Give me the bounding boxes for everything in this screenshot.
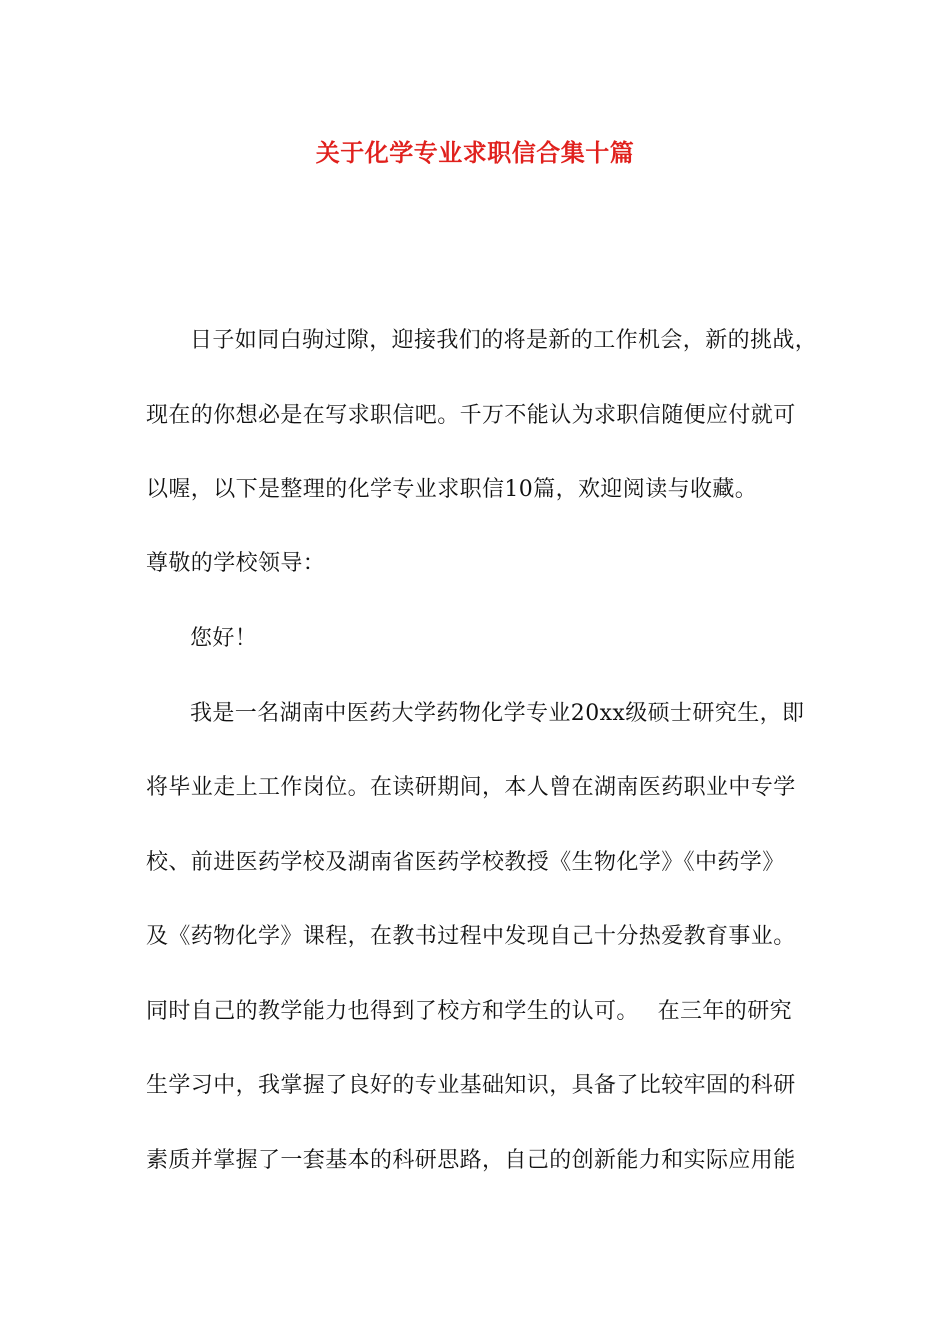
paragraph-line: 将毕业走上工作岗位。在读研期间，本人曾在湖南医药职业中专学: [146, 775, 796, 800]
paragraph-line: 日子如同白驹过隙，迎接我们的将是新的工作机会，新的挑战，: [190, 328, 818, 353]
paragraph-line: 以喔，以下是整理的化学专业求职信10篇，欢迎阅读与收藏。: [146, 477, 758, 502]
paragraph-line: 校、前进医药学校及湖南省医药学校教授《生物化学》《中药学》: [146, 850, 785, 875]
salutation-line: 尊敬的学校领导：: [146, 551, 326, 576]
paragraph-line: 素质并掌握了一套基本的科研思路，自己的创新能力和实际应用能: [146, 1148, 796, 1173]
paragraph-line: 现在的你想必是在写求职信吧。千万不能认为求职信随便应付就可: [146, 403, 796, 428]
paragraph-line: 生学习中，我掌握了良好的专业基础知识，具备了比较牢固的科研: [146, 1073, 796, 1098]
greeting-line: 您好！: [190, 626, 258, 651]
paragraph-line: 同时自己的教学能力也得到了校方和学生的认可。 在三年的研究: [146, 999, 792, 1024]
paragraph-line: 及《药物化学》课程，在教书过程中发现自己十分热爱教育事业。: [146, 924, 796, 949]
paragraph-line: 我是一名湖南中医药大学药物化学专业20xx级硕士研究生，即: [190, 701, 805, 726]
document-title: 关于化学专业求职信合集十篇: [315, 139, 635, 167]
